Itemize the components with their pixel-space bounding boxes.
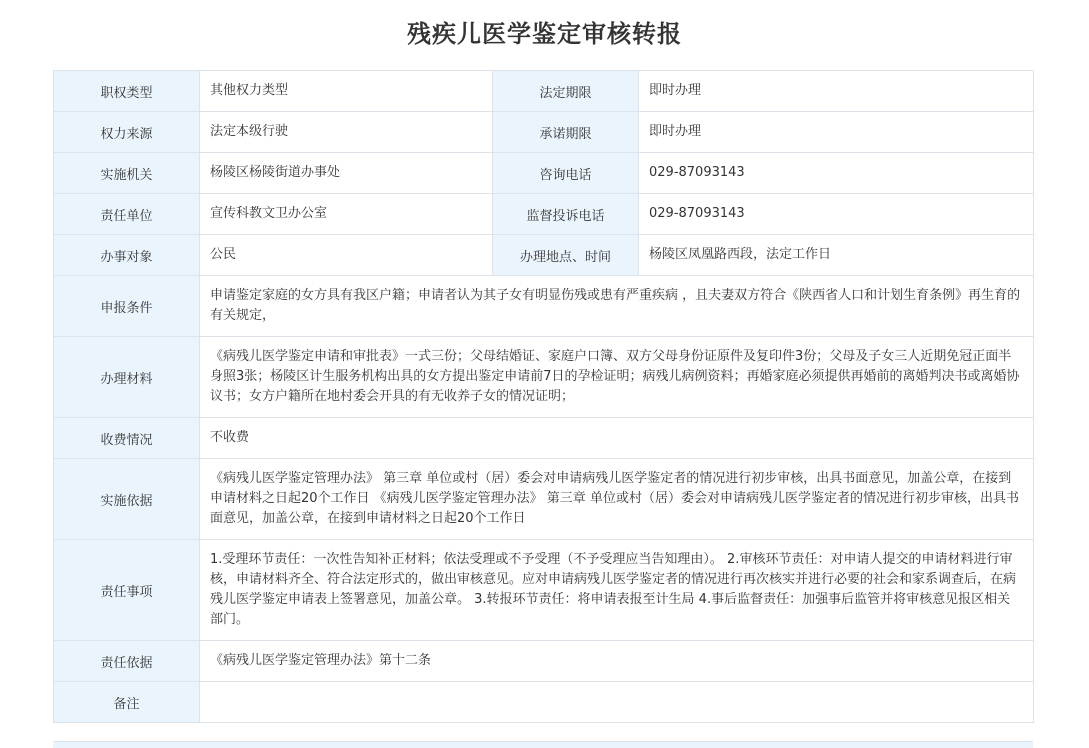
label-consult-phone: 咨询电话 bbox=[493, 153, 639, 194]
table-row bbox=[54, 641, 1034, 682]
label-responsible-unit: 责任单位 bbox=[54, 194, 200, 235]
table-row bbox=[54, 112, 1034, 153]
value-complaint-phone: 029-87093143 bbox=[639, 194, 1034, 235]
label-fees: 收费情况 bbox=[54, 418, 200, 459]
value-promised-deadline: 即时办理 bbox=[639, 112, 1034, 153]
label-complaint-phone: 监督投诉电话 bbox=[493, 194, 639, 235]
table-row bbox=[54, 276, 1034, 337]
value-legal-basis: 《病残儿医学鉴定管理办法》 第三章 单位或村（居）委会对申请病残儿医学鉴定者的情况进行初步审核，出具书面意见，加盖公章，在接到申请材料之日起20个工作日 《病残儿医学鉴定管理办法》 第三章 单位或村（居）委会对申请病残儿医学鉴定者的情况进行初步审核，出具书面意见，加盖公章，在接到申请材料之日起20个工作日 bbox=[200, 459, 1034, 540]
value-implementing-agency: 杨陵区杨陵街道办事处 bbox=[200, 153, 493, 194]
value-responsible-unit: 宣传科教文卫办公室 bbox=[200, 194, 493, 235]
label-location-time: 办理地点、时间 bbox=[493, 235, 639, 276]
table-row bbox=[54, 682, 1034, 723]
label-legal-basis: 实施依据 bbox=[54, 459, 200, 540]
value-application-conditions: 申请鉴定家庭的女方具有我区户籍；申请者认为其子女有明显伤残或患有严重疾病 ，且夫妻双方符合《陕西省人口和计划生育条例》再生育的有关规定， bbox=[200, 276, 1034, 337]
table-row bbox=[54, 235, 1034, 276]
label-power-type: 职权类型 bbox=[54, 71, 200, 112]
label-responsibility-basis: 责任依据 bbox=[54, 641, 200, 682]
value-required-materials: 《病残儿医学鉴定申请和审批表》一式三份；父母结婚证、家庭户口簿、双方父母身份证原件及复印件3份；父母及子女三人近期免冠正面半身照3张；杨陵区计生服务机构出具的女方提出鉴定申请前7日的孕检证明；病残儿病例资料；再婚家庭必须提供再婚前的离婚判决书或离婚协议书；女方户籍所在地村委会开具的有无收养子女的情况证明； bbox=[200, 337, 1034, 418]
value-power-type: 其他权力类型 bbox=[200, 71, 493, 112]
value-legal-deadline: 即时办理 bbox=[639, 71, 1034, 112]
table-row bbox=[54, 459, 1034, 540]
label-power-source: 权力来源 bbox=[54, 112, 200, 153]
table-row bbox=[54, 194, 1034, 235]
value-consult-phone: 029-87093143 bbox=[639, 153, 1034, 194]
value-responsibilities: 1.受理环节责任：一次性告知补正材料；依法受理或不予受理（不予受理应当告知理由）。 2.审核环节责任：对申请人提交的申请材料进行审核，申请材料齐全、符合法定形式的，做出审核意见。应对申请病残儿医学鉴定者的情况进行再次核实并进行必要的社会和家系调查后，在病残儿医学鉴定申请表上签署意见，加盖公章。 3.转报环节责任：将申请表报至计生局 4.事后监督责任：加强事后监管并将审核意见报区相关部门。 bbox=[200, 540, 1034, 641]
label-service-target: 办事对象 bbox=[54, 235, 200, 276]
value-responsibility-basis: 《病残儿医学鉴定管理办法》第十二条 bbox=[200, 641, 1034, 682]
table-row bbox=[54, 337, 1034, 418]
value-remarks bbox=[200, 682, 1034, 723]
table-row bbox=[54, 153, 1034, 194]
label-required-materials: 办理材料 bbox=[54, 337, 200, 418]
label-implementing-agency: 实施机关 bbox=[54, 153, 200, 194]
value-location-time: 杨陵区凤凰路西段，法定工作日 bbox=[639, 235, 1034, 276]
value-service-target: 公民 bbox=[200, 235, 493, 276]
page-title: 残疾儿医学鉴定审核转报 bbox=[407, 20, 682, 48]
label-responsibilities: 责任事项 bbox=[54, 540, 200, 641]
value-fees: 不收费 bbox=[200, 418, 1034, 459]
label-promised-deadline: 承诺期限 bbox=[493, 112, 639, 153]
info-table bbox=[53, 70, 1034, 723]
table-row bbox=[54, 418, 1034, 459]
label-legal-deadline: 法定期限 bbox=[493, 71, 639, 112]
table-row bbox=[54, 71, 1034, 112]
value-power-source: 法定本级行驶 bbox=[200, 112, 493, 153]
label-application-conditions: 申报条件 bbox=[54, 276, 200, 337]
table-row bbox=[54, 540, 1034, 641]
label-remarks: 备注 bbox=[54, 682, 200, 723]
